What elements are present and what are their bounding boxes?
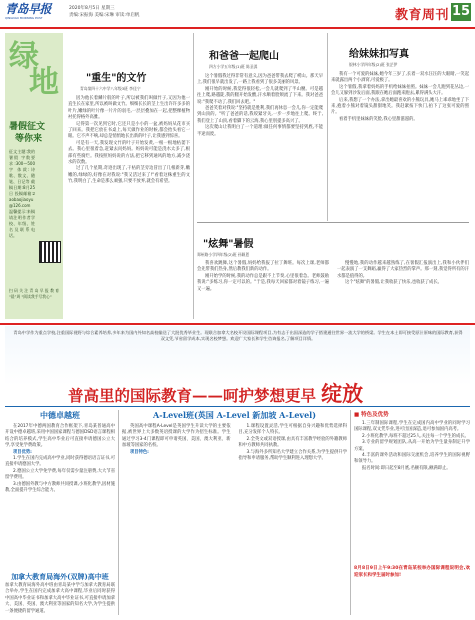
ad-middle-paragraph: 项目特色: [130, 449, 149, 455]
article4-byline: 银林小学四年级(2)班 张芷伊 [349, 62, 398, 67]
ad-headline-accent: 绽放 [321, 381, 364, 406]
article4-paragraph: 这个暑假,我拿着妈妈的手机给妹妹拍照。妹妹一会儿跑到花丛边,一会儿又躲到沙发后面,我跟在她后面跑来跑去,累得满头大汗。 [331, 84, 469, 97]
ad-right-column [354, 410, 470, 615]
article3-paragraph: 这个"炫舞"的暑假,让我收获了快乐,也收获了成长。 [345, 280, 442, 286]
article2-paragraph: 这个暑假我过得非常有意义,因为爸爸带我去爬了崂山。那天早上,我们很早就出发了,一路上我看到了很多美丽的风景。 [197, 74, 323, 86]
ad-divider [0, 323, 475, 325]
ad-right-paragraph: 报名时间:即日起至8月底,名额有限,额满即止。 [362, 465, 451, 471]
ad-left-paragraph: 1.学生在国内完成高中学业,同时获得德语语言证书,可直接申请德国大学。 [5, 456, 115, 468]
article2-paragraph: 爸爸笑着对我说:"坚持就是胜利,我们再休息一会儿,你一定能爬到山顶的。"听了爸爸的话,我咬紧牙关,一步一步地往上爬。终于,我们登上了山顶,看着脚下的云海,我心里别提多高兴了。 [197, 106, 323, 124]
masthead-divider [0, 27, 475, 29]
article2-byline: 四方小学五年级(1)班 陈圣淇 [209, 64, 258, 69]
banner-body: 征文主题:我的暑假 字数要求:300—500字 体裁:诗歌、散文、随笔、日记等 截稿日期:8月25日 投稿邮箱:zaobaojiaoyu@126.com 温馨提示:来稿请注明作者学校、年级、姓名及联系电话。 [9, 149, 35, 238]
ad-intro: 青岛中学作为重点学校,注重国际视野与综合素养培养,多年来为国内外知名高校输送了大批优秀毕业生。现联合加拿大名校开设国际课程项目,为有志于出国深造的学子搭建通往世界一流大学的桥梁。学生在本土即可接受原汁原味的国际教育,获得双文凭,节省留学成本,实现名校梦想。欢迎广大家长和学生咨询报名,了解项目详情。 [13, 330, 463, 342]
page-number: 15 [451, 4, 471, 19]
ad-right-body [354, 421, 470, 561]
column-divider [327, 33, 328, 221]
ad-canada-block [5, 572, 115, 618]
date-line: 2020年8月5日 星期三 [69, 6, 115, 11]
ad-left-title: 中德卓越班 [40, 410, 80, 420]
qr-code-label [40, 242, 41, 243]
article-sister-photo [331, 33, 469, 221]
article3-byline: 郑州路小学四年级(2)班 孙颖恩 [197, 252, 250, 257]
logo-sub-text: QINGDAO MORNING POST [5, 16, 43, 20]
article2-paragraph: 刚开始的时候,我觉得很轻松,一会儿就爬到了半山腰。可是越往上爬,路越陡,我的腿开始发酸,汗水顺着脸颊流了下来。我对爸爸说:"我爬不动了,我们回去吧。" [197, 86, 323, 105]
editors-line: 责编:宋振海 美编:宋琳 审读:单启帆 [69, 13, 140, 18]
ad-right-title-row [354, 410, 470, 418]
article1-paragraph: 过了几个星期,奇迹出现了,干枯的茎旁边冒出了几根新芽,嫩嫩的,绿绿的,好像在对我说:"我又活过来了!"看着这株重生的文竹,我明白了,生命是那么顽强,只要不放弃,就会有希望。 [68, 166, 190, 185]
article4-title: 给妹妹扣写真 [349, 49, 409, 60]
banner-title-line-1: 暑假征文 [9, 122, 46, 132]
article1-body [68, 96, 190, 316]
article-mountain-climb [197, 33, 323, 221]
article1-byline: 青岛第四十六中学八年级3班 李佳宁 [80, 86, 141, 91]
article3-paragraph: 刚开始学的时候,我的动作总是跟不上节奏,心里很着急。老师鼓励我说:"多练习,你一定可以的。"于是,我每天回家都对着镜子练习,一遍又一遍。 [197, 273, 329, 292]
article3-paragraph: 我喜欢跳舞,这个暑假,妈妈给我报了拉丁舞班。每次上课,老师都会先带我们热身,然后教我们新的动作。 [197, 261, 329, 273]
ad-headline-main: 普高里的国际教育——呵护梦想更早 [68, 386, 317, 405]
ad-left-paragraph: 在2017年中德两国教育合作框架下,青岛某普通高中开设中德卓越班,采用中国国家课程与德国DSD语言课程相结合的培养模式,学生高中毕业后可直接申请德国公立大学,享受免学费政策。 [5, 424, 115, 449]
ad-column-divider [350, 410, 351, 615]
ad-right-paragraph: 4.丰富的课外活动和国际交流机会,培养学生的国际视野和领导力。 [354, 453, 470, 465]
qr-caption: 扫码关注青岛早报教育 "晨”周 "阅读我手写我心" [9, 288, 59, 299]
article2-title: 和爸爸一起爬山 [209, 51, 279, 62]
article4-paragraph: 看着手机里妹妹的笑脸,我心里甜滋滋的。 [339, 116, 418, 122]
article3-title: "炫舞"暑假 [203, 239, 254, 250]
article1-paragraph: 记得第一次见到它时,它还只是小小的一盆,被妈妈从花市买了回来。我把它放在书桌上,每天做作业的时候,都会抬头看它一眼。它不声不响,却总是悄悄地长出新的叶子,让我感到惊喜。 [68, 121, 190, 140]
banner-title-line-2: 等你来 [15, 134, 43, 144]
banner-big-char: 绿 [9, 39, 39, 74]
article4-paragraph: 我有一个可爱的妹妹,她今年三岁了,长着一双水汪汪的大眼睛,一笑起来就露出两个小酒窝,可爱极了。 [331, 72, 469, 84]
ad-footer-note: 8月8日9日上午9:30在青岛某校举办国际课程说明会,欢迎家长和学生届时参加! [354, 566, 470, 578]
article3-body [197, 261, 469, 325]
article1-title: "重生"的文竹 [86, 73, 147, 84]
article3-paragraph: 慢慢地,我的动作越来越熟练了,在暑假汇报演出上,我和小伙伴们一起表演了一支舞蹈,赢得了大家热烈的掌声。那一刻,我觉得所有的汗水都是值得的。 [337, 261, 469, 279]
ad-left-body [5, 424, 115, 574]
ad-headline [68, 378, 428, 406]
article2-body [197, 74, 323, 219]
ad-left-paragraph: 3.由德国外教与中方教师共同授课,小班化教学,因材施教,全面提升学生综合能力。 [5, 481, 115, 494]
article1-paragraph: 可是有一天,我发现文竹的叶子开始发黄,一根一根地枯萎下去。我心里很着急,赶紧去问妈妈。妈妈说可能是浇水太多了,根部有些腐烂。我按照妈妈说的方法,把它移到通风的地方,减少浇水的次数。 [68, 140, 190, 166]
ad-middle-body [122, 424, 347, 609]
section-title: 教育周刊 [395, 8, 450, 23]
ad-bottom-title: 加拿大教育局海外(双牌)高中班 [11, 572, 109, 581]
logo-main-text: 青岛早报 [5, 2, 52, 16]
article-dance-summer [197, 225, 469, 319]
ad-section [0, 326, 475, 620]
ad-middle-title: A-Level班(英国 A-Level 新加坡 A-Level) [153, 410, 316, 420]
ad-middle-paragraph: 2.全英文或双语授课,由具有丰富教学经验的外籍教师和中方教师共同执教。 [238, 436, 347, 449]
ad-right-paragraph: 3.专业的留学规划团队,从高一开始为学生量身制定升学方案。 [354, 440, 470, 452]
ad-column-divider [118, 410, 119, 615]
banner-big-char-2: 地 [29, 65, 59, 100]
article1-paragraph: 因为他长着鳞片般的叶子,所以被我们叫做竹子,又因为他一直生长在家里,所以被叫做文竹。细细长长的茎上生出许许多多的叶片,嫩绿的叶片像一片片的羽毛,一层层叠加在一起,把整棵植物衬托得格外高雅。 [68, 96, 190, 121]
newspaper-logo [5, 3, 59, 23]
ad-bottom-body: 加拿大教育局海外高中班由青岛某中学与加拿大教育局联合举办,学生在国内完成加拿大高中课程,毕业后同时获得中国高中毕业证书和加拿大高中毕业证书,可直接申请加拿大、美国、英国、澳大利亚等国家的知名大学,为学生提供一条便捷的留学通道。 [5, 583, 115, 614]
ad-right-paragraph: 2.小班化教学,每班不超过25人,关注每一个学生的成长。 [362, 433, 469, 439]
qr-code [39, 241, 61, 263]
article2-paragraph: 这次爬山让我明白了一个道理:做任何事情都要坚持到底,不能半途而废。 [197, 125, 323, 137]
bullet-icon: ■ [354, 412, 362, 418]
ad-middle-paragraph: 3.与海外多所知名大学建立合作关系,为学生提供升学指导和申请服务,帮助学生顺利进入理想大学。 [238, 449, 347, 462]
ad-middle-column [122, 410, 347, 615]
ad-left-column [5, 410, 115, 580]
column-banner [5, 33, 63, 319]
article-renewed-bamboo [68, 33, 190, 319]
article4-body [331, 72, 469, 220]
ad-left-paragraph: 2.德国公立大学免学费,每年仅需少量注册费,大大节省留学费用。 [5, 468, 115, 481]
section-divider [197, 222, 469, 223]
ad-right-title: 特色及优势 [361, 412, 389, 418]
ad-middle-paragraph: 英国高中课程A-Level是英国学生升读大学的主要依据,被世界上大多数英语授课的大学作为招生标准。学生通过学习3-4门课程即可申请英国、美国、澳大利亚、新加坡等国家的名校。 [122, 424, 231, 449]
ad-headline-rule [5, 406, 470, 407]
ad-middle-paragraph: 1.课程设置灵活,学生可根据自身兴趣和优势选择科目,充分发挥个人特长。 [238, 424, 347, 436]
article4-paragraph: 后来,我想了一个办法,拿出她最喜欢的小熊玩具,她马上乖乖地坐了下来,抱着小熊对着镜头甜甜地笑。我赶紧按下快门,拍下了这张可爱的照片。 [331, 97, 469, 116]
ad-left-paragraph: 项目优势: [13, 449, 32, 455]
masthead [0, 0, 475, 28]
column-divider [193, 33, 194, 319]
ad-right-paragraph: 1.三年制国际课程,学生在完成国内高中学业的同时学习国际课程,双文凭毕业,进可出国深造,退可参加国内高考。 [354, 421, 470, 433]
